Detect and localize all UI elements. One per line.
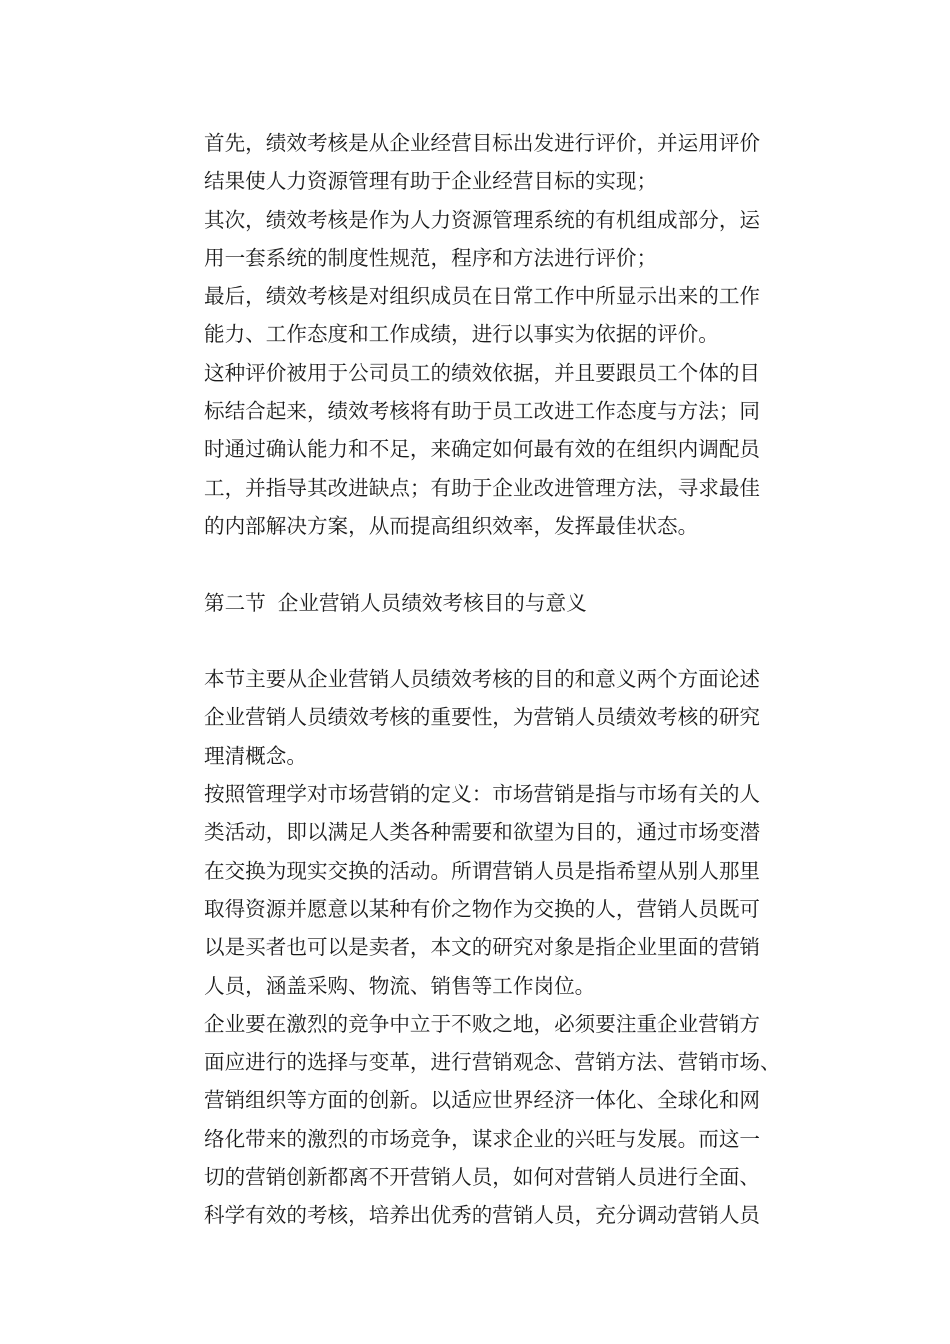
text-line: 最后，绩效考核是对组织成员在日常工作中所显示出来的工作 <box>204 284 761 309</box>
text-line: 企业营销人员绩效考核的重要性，为营销人员绩效考核的研究 <box>204 705 761 730</box>
text-line: 类活动，即以满足人类各种需要和欲望为目的，通过市场变潜 <box>204 820 761 845</box>
paragraph <box>204 201 844 278</box>
text-line: 理清概念。 <box>204 743 307 768</box>
paragraph <box>204 124 844 201</box>
text-line: 结果使人力资源管理有助于企业经营目标的实现； <box>204 169 658 194</box>
text-line: 企业要在激烈的竞争中立于不败之地，必须要注重企业营销方 <box>204 1011 761 1036</box>
text-line: 工，并指导其改进缺点；有助于企业改进管理方法，寻求最佳 <box>204 475 761 500</box>
text-line: 科学有效的考核，培养出优秀的营销人员，充分调动营销人员 <box>204 1203 761 1228</box>
text-line: 切的营销创新都离不开营销人员，如何对营销人员进行全面、 <box>204 1165 761 1190</box>
blank-line <box>204 622 844 660</box>
paragraph <box>204 1005 844 1235</box>
paragraph <box>204 277 844 354</box>
text-line: 面应进行的选择与变革，进行营销观念、营销方法、营销市场、 <box>204 1050 781 1075</box>
text-line: 能力、工作态度和工作成绩，进行以事实为依据的评价。 <box>204 322 719 347</box>
paragraph <box>204 660 844 775</box>
text-line: 人员，涵盖采购、物流、销售等工作岗位。 <box>204 973 596 998</box>
text-line: 标结合起来，绩效考核将有助于员工改进工作态度与方法；同 <box>204 399 761 424</box>
text-line: 营销组织等方面的创新。以适应世界经济一体化、全球化和网 <box>204 1088 761 1113</box>
paragraph <box>204 775 844 1005</box>
text-line: 的内部解决方案，从而提高组织效率，发挥最佳状态。 <box>204 513 699 538</box>
text-line: 取得资源并愿意以某种有价之物作为交换的人，营销人员既可 <box>204 896 761 921</box>
text-line: 在交换为现实交换的活动。所谓营销人员是指希望从别人那里 <box>204 858 761 883</box>
blank-line <box>204 545 844 583</box>
text-line: 按照管理学对市场营销的定义：市场营销是指与市场有关的人 <box>204 782 761 807</box>
section-heading <box>204 584 844 622</box>
text-line: 时通过确认能力和不足，来确定如何最有效的在组织内调配员 <box>204 437 761 462</box>
text-line: 其次，绩效考核是作为人力资源管理系统的有机组成部分，运 <box>204 207 761 232</box>
text-line: 用一套系统的制度性规范，程序和方法进行评价； <box>204 245 658 270</box>
text-line: 本节主要从企业营销人员绩效考核的目的和意义两个方面论述 <box>204 667 761 692</box>
text-line: 首先，绩效考核是从企业经营目标出发进行评价，并运用评价 <box>204 131 761 155</box>
section-number: 第二节 <box>204 590 266 615</box>
document-body <box>204 124 844 1235</box>
text-line: 络化带来的激烈的市场竞争，谋求企业的兴旺与发展。而这一 <box>204 1126 761 1151</box>
text-line: 以是买者也可以是卖者，本文的研究对象是指企业里面的营销 <box>204 935 761 960</box>
paragraph <box>204 354 844 545</box>
section-title: 企业营销人员绩效考核目的与意义 <box>277 590 587 615</box>
text-line: 这种评价被用于公司员工的绩效依据，并且要跟员工个体的目 <box>204 360 761 385</box>
